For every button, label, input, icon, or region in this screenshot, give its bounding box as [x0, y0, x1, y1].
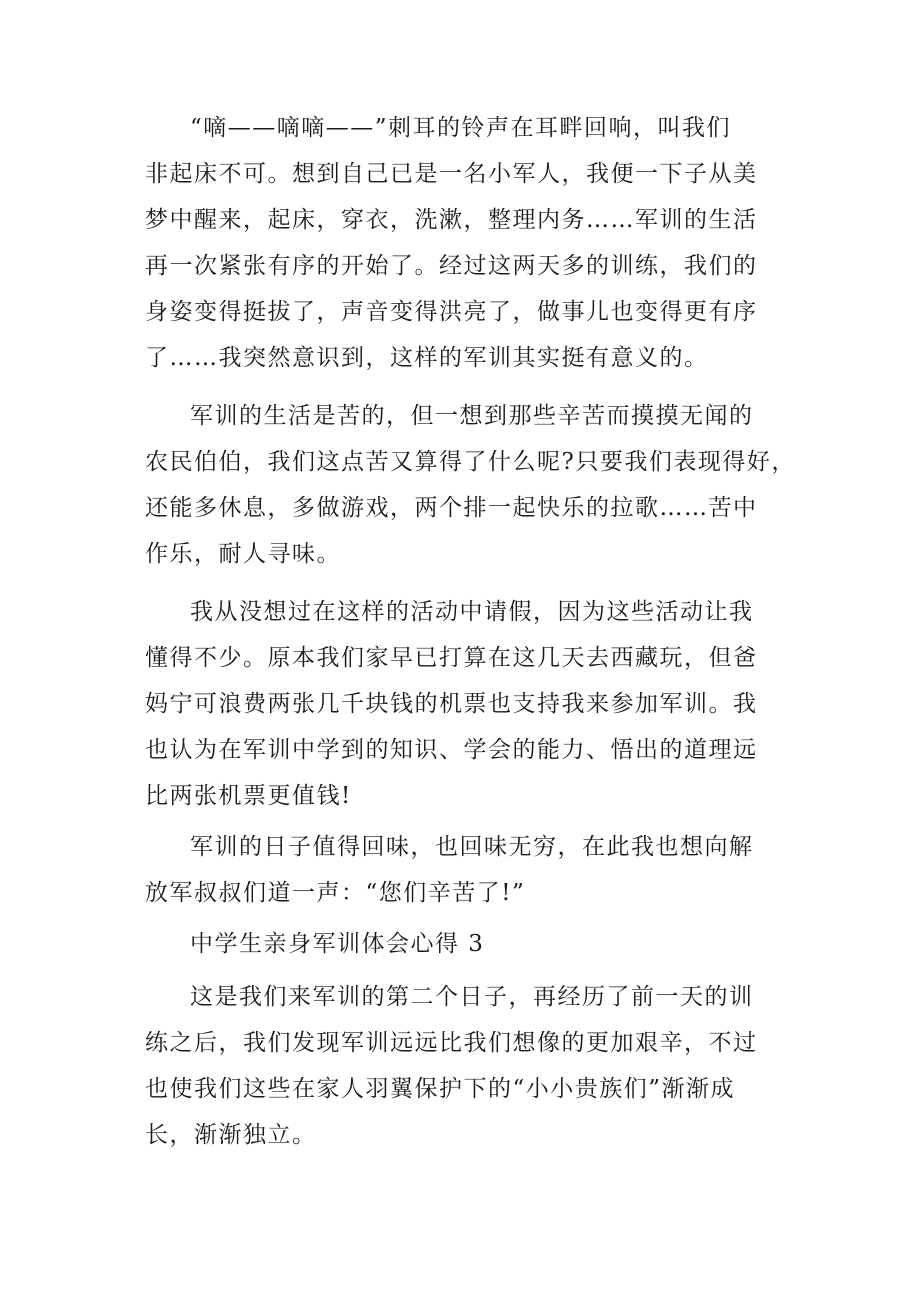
- section-heading: 中学生亲身军训体会心得 3: [190, 931, 485, 957]
- paragraph-5-line-1: 这是我们来军训的第二个日子，再经历了前一天的训: [190, 984, 754, 1010]
- paragraph-3-line-4: 也认为在军训中学到的知识、学会的能力、悟出的道理远: [145, 737, 758, 763]
- paragraph-2-line-3: 还能多休息，多做游戏，两个排一起快乐的拉歌……苦中: [145, 495, 758, 521]
- paragraph-4-line-2: 放军叔叔们道一声：“您们辛苦了!”: [145, 880, 526, 906]
- paragraph-1-line-5: 身姿变得挺拔了，声音变得洪亮了，做事儿也变得更有序: [145, 299, 758, 325]
- paragraph-5-line-4: 长，渐渐独立。: [145, 1122, 317, 1148]
- paragraph-4-line-1: 军训的日子值得回味，也回味无穷，在此我也想向解: [190, 834, 754, 860]
- paragraph-2-line-4: 作乐，耐人寻味。: [145, 541, 341, 567]
- paragraph-2-line-1: 军训的生活是苦的，但一想到那些辛苦而摸摸无闻的: [190, 403, 754, 429]
- paragraph-1-line-3: 梦中醒来，起床，穿衣，洗漱，整理内务……军训的生活: [145, 207, 758, 233]
- paragraph-5-line-2: 练之后，我们发现军训远远比我们想像的更加艰辛，不过: [145, 1030, 758, 1056]
- paragraph-2-line-2: 农民伯伯，我们这点苦又算得了什么呢?只要我们表现得好，: [145, 449, 796, 475]
- paragraph-3-line-2: 懂得不少。原本我们家早已打算在这几天去西藏玩，但爸: [145, 645, 758, 671]
- paragraph-1-line-4: 再一次紧张有序的开始了。经过这两天多的训练，我们的: [145, 253, 758, 279]
- paragraph-5-line-3: 也使我们这些在家人羽翼保护下的“小小贵族们”渐渐成: [145, 1076, 736, 1102]
- paragraph-1-line-1: “嘀——嘀嘀——”刺耳的铃声在耳畔回响，叫我们: [190, 115, 732, 141]
- paragraph-1-line-2: 非起床不可。想到自己已是一名小军人，我便一下子从美: [145, 161, 758, 187]
- paragraph-3-line-1: 我从没想过在这样的活动中请假，因为这些活动让我: [190, 599, 754, 625]
- paragraph-3-line-3: 妈宁可浪费两张几千块钱的机票也支持我来参加军训。我: [145, 691, 758, 717]
- paragraph-1-line-6: 了……我突然意识到，这样的军训其实挺有意义的。: [145, 345, 709, 371]
- paragraph-3-line-5: 比两张机票更值钱!: [145, 783, 352, 809]
